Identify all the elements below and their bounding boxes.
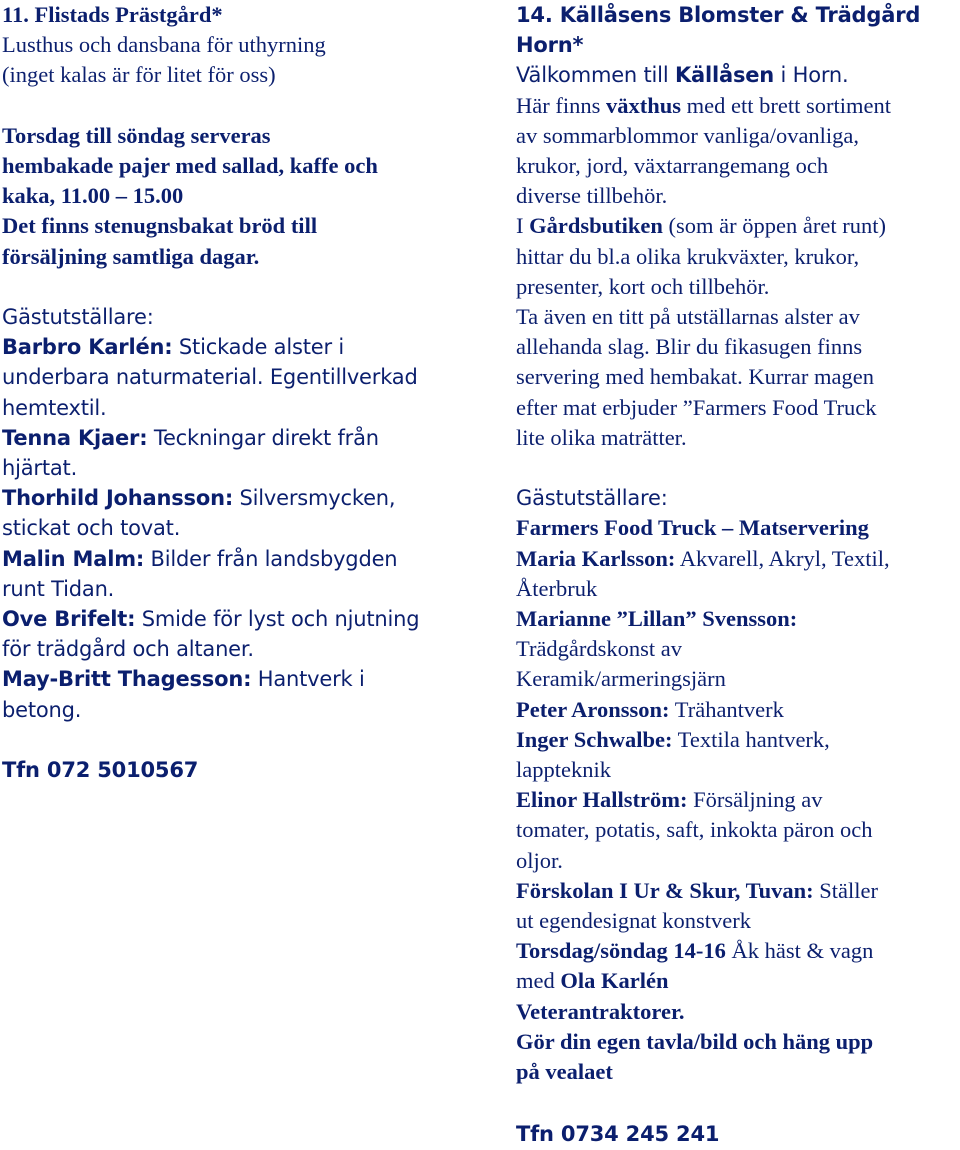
guest-name: Förskolan I Ur & Skur, Tuvan: (516, 877, 814, 903)
spacer (2, 272, 472, 302)
guests-heading: Gästutställare: (516, 486, 668, 511)
text: Välkommen till (516, 63, 675, 88)
serving-line: Torsdag till söndag serveras (2, 122, 271, 148)
text: (som är öppen året runt) (662, 213, 886, 239)
serving-line: kaka, 11.00 – 15.00 (2, 183, 184, 209)
guest-text: Trähantverk (669, 696, 784, 722)
guest-line: tomater, potatis, saft, inkokta päron och (516, 817, 873, 843)
left-column (2, 0, 472, 785)
guest-name: Marianne ”Lillan” Svensson: (516, 606, 798, 632)
guest-line (2, 664, 472, 694)
guest-text: Hantverk i (251, 667, 365, 692)
guest-line (516, 695, 960, 725)
paragraph-line: presenter, kort och tillbehör. (516, 273, 770, 299)
guest-text: Silversmycken, (233, 486, 396, 511)
guest-text: Teckningar direkt från (147, 425, 379, 450)
guest-line (516, 876, 960, 906)
guest-line (2, 423, 472, 453)
phone-number: Tfn 072 5010567 (2, 758, 199, 783)
guest-line (516, 785, 960, 815)
guest-line: ut egendesignat konstverk (516, 908, 751, 934)
ride-text: Åk häst & vagn (725, 938, 874, 964)
ride-time: Torsdag/söndag 14-16 (516, 938, 726, 964)
ride-line (516, 966, 960, 996)
guest-line (2, 483, 472, 513)
guest-line: Återbruk (516, 575, 598, 601)
serving-line: försäljning samtliga dagar. (2, 243, 260, 269)
paragraph-line: servering med hembakat. Kurrar magen (516, 364, 874, 390)
venue-title-11: 11. Flistads Prästgård* (2, 2, 223, 27)
guest-text: Stickade alster i (172, 335, 345, 360)
guest-text: Akvarell, Akryl, Textil, (675, 545, 890, 571)
guest-name: Maria Karlsson: (516, 545, 676, 571)
paragraph-line: Ta även en titt på utställarnas alster av (516, 304, 860, 330)
guest-line: stickat och tovat. (2, 516, 181, 541)
venue-title-14: Horn* (516, 33, 584, 58)
guest-line: hjärtat. (2, 456, 78, 481)
paragraph-line: efter mat erbjuder ”Farmers Food Truck (516, 394, 877, 420)
guest-name: May-Britt Thagesson: (2, 667, 252, 692)
paragraph-line: krukor, jord, växtarrangemang och (516, 153, 829, 179)
paragraph-line: av sommarblommor vanliga/ovanliga, (516, 122, 860, 148)
guest-line: runt Tidan. (2, 576, 115, 601)
spacer (516, 453, 960, 483)
welcome-line (516, 60, 960, 90)
intro-line: Lusthus och dansbana för uthyrning (2, 32, 326, 58)
ride-host: Ola Karlén (560, 968, 669, 994)
paint-line: Gör din egen tavla/bild och häng upp (516, 1028, 874, 1054)
guest-name: Tenna Kjaer: (2, 425, 148, 450)
guest-name: Ove Brifelt: (2, 607, 136, 632)
guest-line: för trädgård och altaner. (2, 637, 254, 662)
highlight: Gårdsbutiken (529, 213, 663, 239)
paragraph-line: allehanda slag. Blir du fikasugen finns (516, 334, 863, 360)
spacer (2, 725, 472, 755)
guest-line: oljor. (516, 847, 563, 873)
place-name: Källåsen (674, 63, 775, 88)
guest-name: Thorhild Johansson: (2, 486, 234, 511)
guest-line: Keramik/armeringsjärn (516, 666, 726, 692)
text: Här finns (516, 92, 606, 118)
phone-number: Tfn 0734 245 241 (516, 1122, 720, 1147)
food-truck-line: Farmers Food Truck – Matservering (516, 515, 869, 541)
guest-name: Inger Schwalbe: (516, 726, 673, 752)
highlight: växthus (605, 92, 682, 118)
guest-text: Försäljning av (687, 787, 823, 813)
guest-line: underbara naturmaterial. Egentillverkad (2, 365, 418, 390)
text: i Horn. (774, 63, 849, 88)
paragraph-line: hittar du bl.a olika krukväxter, krukor, (516, 243, 860, 269)
guest-text: Textila hantverk, (672, 726, 830, 752)
paragraph-line: lite olika maträtter. (516, 424, 687, 450)
guest-text: Bilder från landsbygden (144, 546, 398, 571)
spacer (516, 1087, 960, 1117)
venue-title-14: 14. Källåsens Blomster & Trädgård (516, 3, 921, 27)
guest-name: Peter Aronsson: (516, 696, 670, 722)
serving-line: Det finns stenugnsbakat bröd till (2, 213, 318, 239)
intro-line: (inget kalas är för litet för oss) (2, 62, 276, 88)
guest-line (516, 604, 960, 634)
veteran-line: Veterantraktorer. (516, 998, 685, 1024)
guest-text: Smide för lyst och njutning (135, 607, 420, 632)
guest-line (2, 544, 472, 574)
right-column (516, 0, 960, 1150)
paint-line: på vealaet (516, 1059, 613, 1085)
guest-name: Elinor Hallström: (516, 787, 688, 813)
guest-name: Barbro Karlén: (2, 335, 173, 360)
guest-line: lappteknik (516, 757, 611, 783)
serving-line: hembakade pajer med sallad, kaffe och (2, 153, 378, 178)
spacer (2, 91, 472, 121)
guest-line (516, 544, 960, 574)
guest-line (2, 332, 472, 362)
text: I (516, 213, 530, 239)
guest-text: Ställer (813, 877, 878, 903)
ride-line (516, 936, 960, 966)
guest-line: betong. (2, 697, 82, 722)
text: med (516, 968, 561, 994)
guest-line (516, 725, 960, 755)
paragraph-line: diverse tillbehör. (516, 183, 668, 209)
guest-name: Malin Malm: (2, 546, 145, 571)
guests-heading: Gästutställare: (2, 305, 154, 329)
guest-line (2, 604, 472, 634)
paragraph-line (516, 91, 960, 121)
paragraph-line (516, 211, 960, 241)
text: med ett brett sortiment (681, 92, 891, 118)
guest-line: hemtextil. (2, 395, 107, 420)
guest-line: Trädgårdskonst av (516, 636, 683, 662)
